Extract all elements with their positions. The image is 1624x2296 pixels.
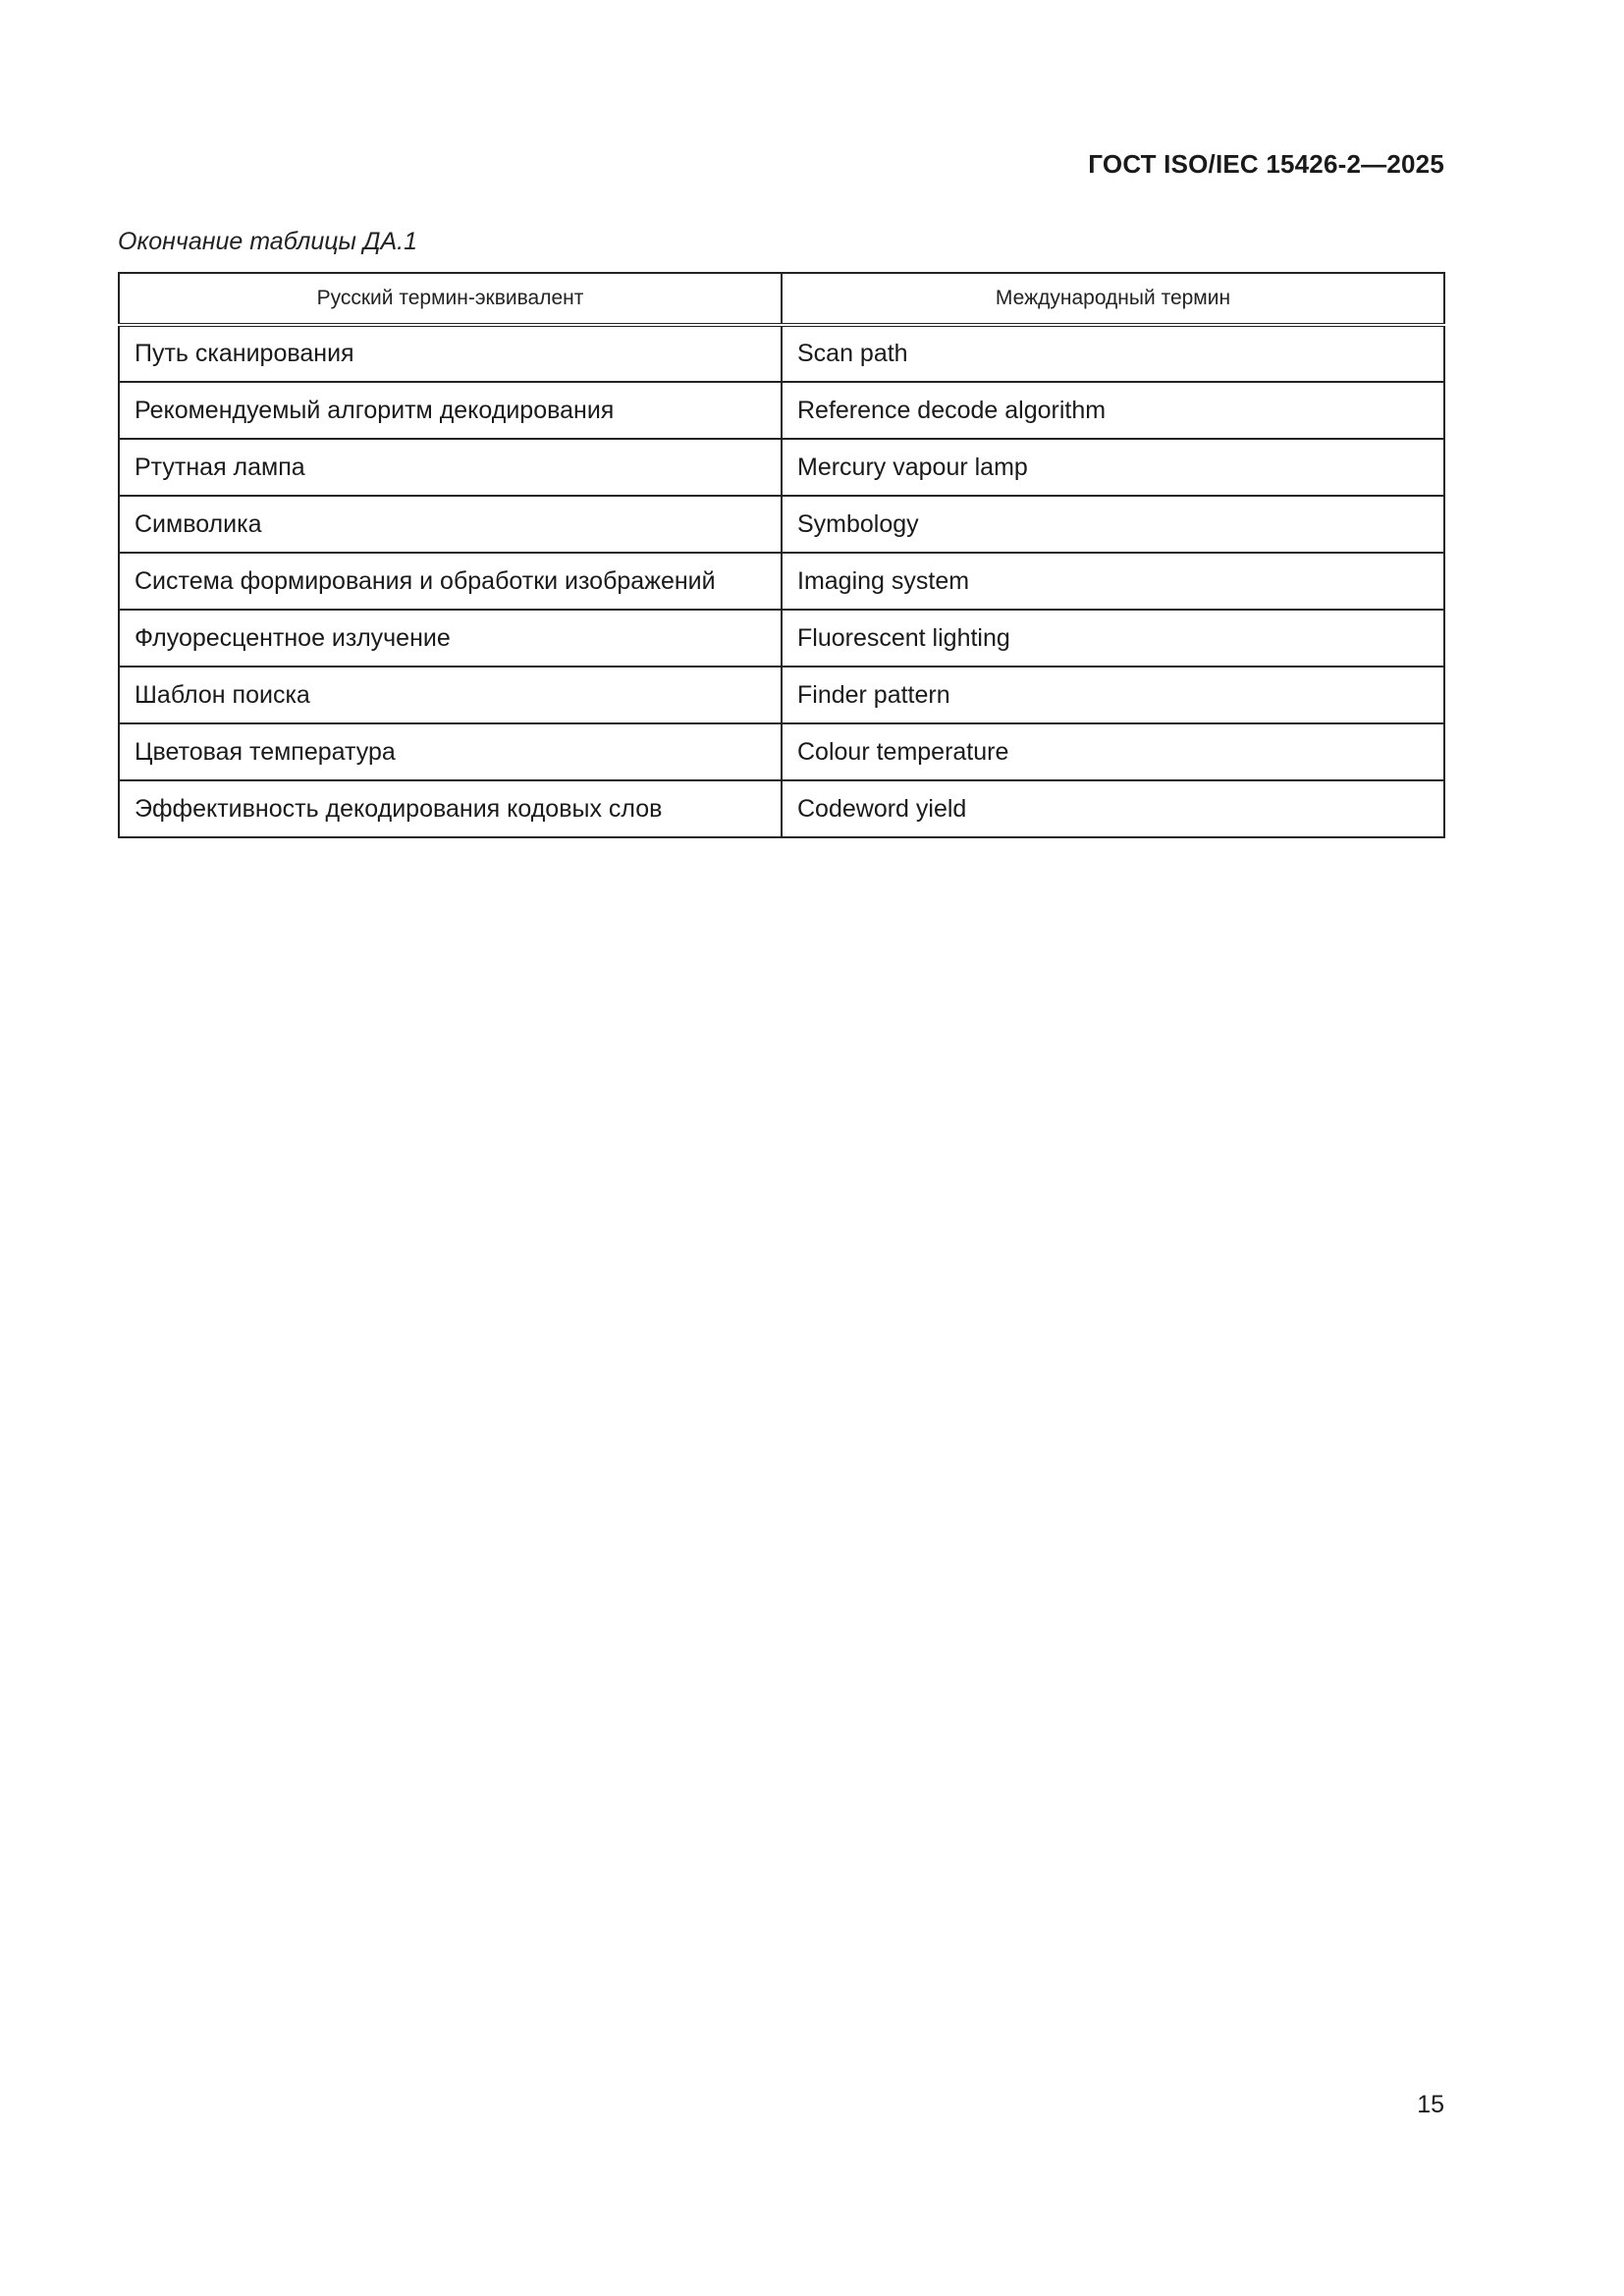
international-term-cell: Codeword yield	[782, 780, 1444, 837]
table-row	[119, 496, 1444, 553]
international-term-cell: Fluorescent lighting	[782, 610, 1444, 667]
russian-term-cell: Флуоресцентное излучение	[119, 610, 782, 667]
table-row	[119, 553, 1444, 610]
international-term-cell: Symbology	[782, 496, 1444, 553]
russian-term-cell: Символика	[119, 496, 782, 553]
russian-term-cell: Рекомендуемый алгоритм декодирования	[119, 382, 782, 439]
russian-term-cell: Ртутная лампа	[119, 439, 782, 496]
international-term-cell: Mercury vapour lamp	[782, 439, 1444, 496]
international-term-cell: Scan path	[782, 325, 1444, 382]
table-row	[119, 610, 1444, 667]
international-term-cell: Imaging system	[782, 553, 1444, 610]
international-term-cell: Colour temperature	[782, 723, 1444, 780]
international-term-cell: Reference decode algorithm	[782, 382, 1444, 439]
table-row	[119, 667, 1444, 723]
russian-term-cell: Шаблон поиска	[119, 667, 782, 723]
russian-term-cell: Эффективность декодирования кодовых слов	[119, 780, 782, 837]
table-caption: Окончание таблицы ДА.1	[118, 228, 417, 255]
table-header-row	[119, 273, 1444, 325]
column-header-russian-term: Русский термин-эквивалент	[119, 273, 782, 325]
table-row	[119, 382, 1444, 439]
russian-term-cell: Путь сканирования	[119, 325, 782, 382]
table-row	[119, 325, 1444, 382]
table-row	[119, 439, 1444, 496]
russian-term-cell: Система формирования и обработки изображений	[119, 553, 782, 610]
page-number: 15	[1417, 2091, 1444, 2118]
terms-table	[118, 272, 1445, 838]
column-header-international-term: Международный термин	[782, 273, 1444, 325]
table-row	[119, 723, 1444, 780]
document-header: ГОСТ ISO/IEC 15426-2—2025	[1088, 149, 1444, 179]
russian-term-cell: Цветовая температура	[119, 723, 782, 780]
table-row	[119, 780, 1444, 837]
international-term-cell: Finder pattern	[782, 667, 1444, 723]
